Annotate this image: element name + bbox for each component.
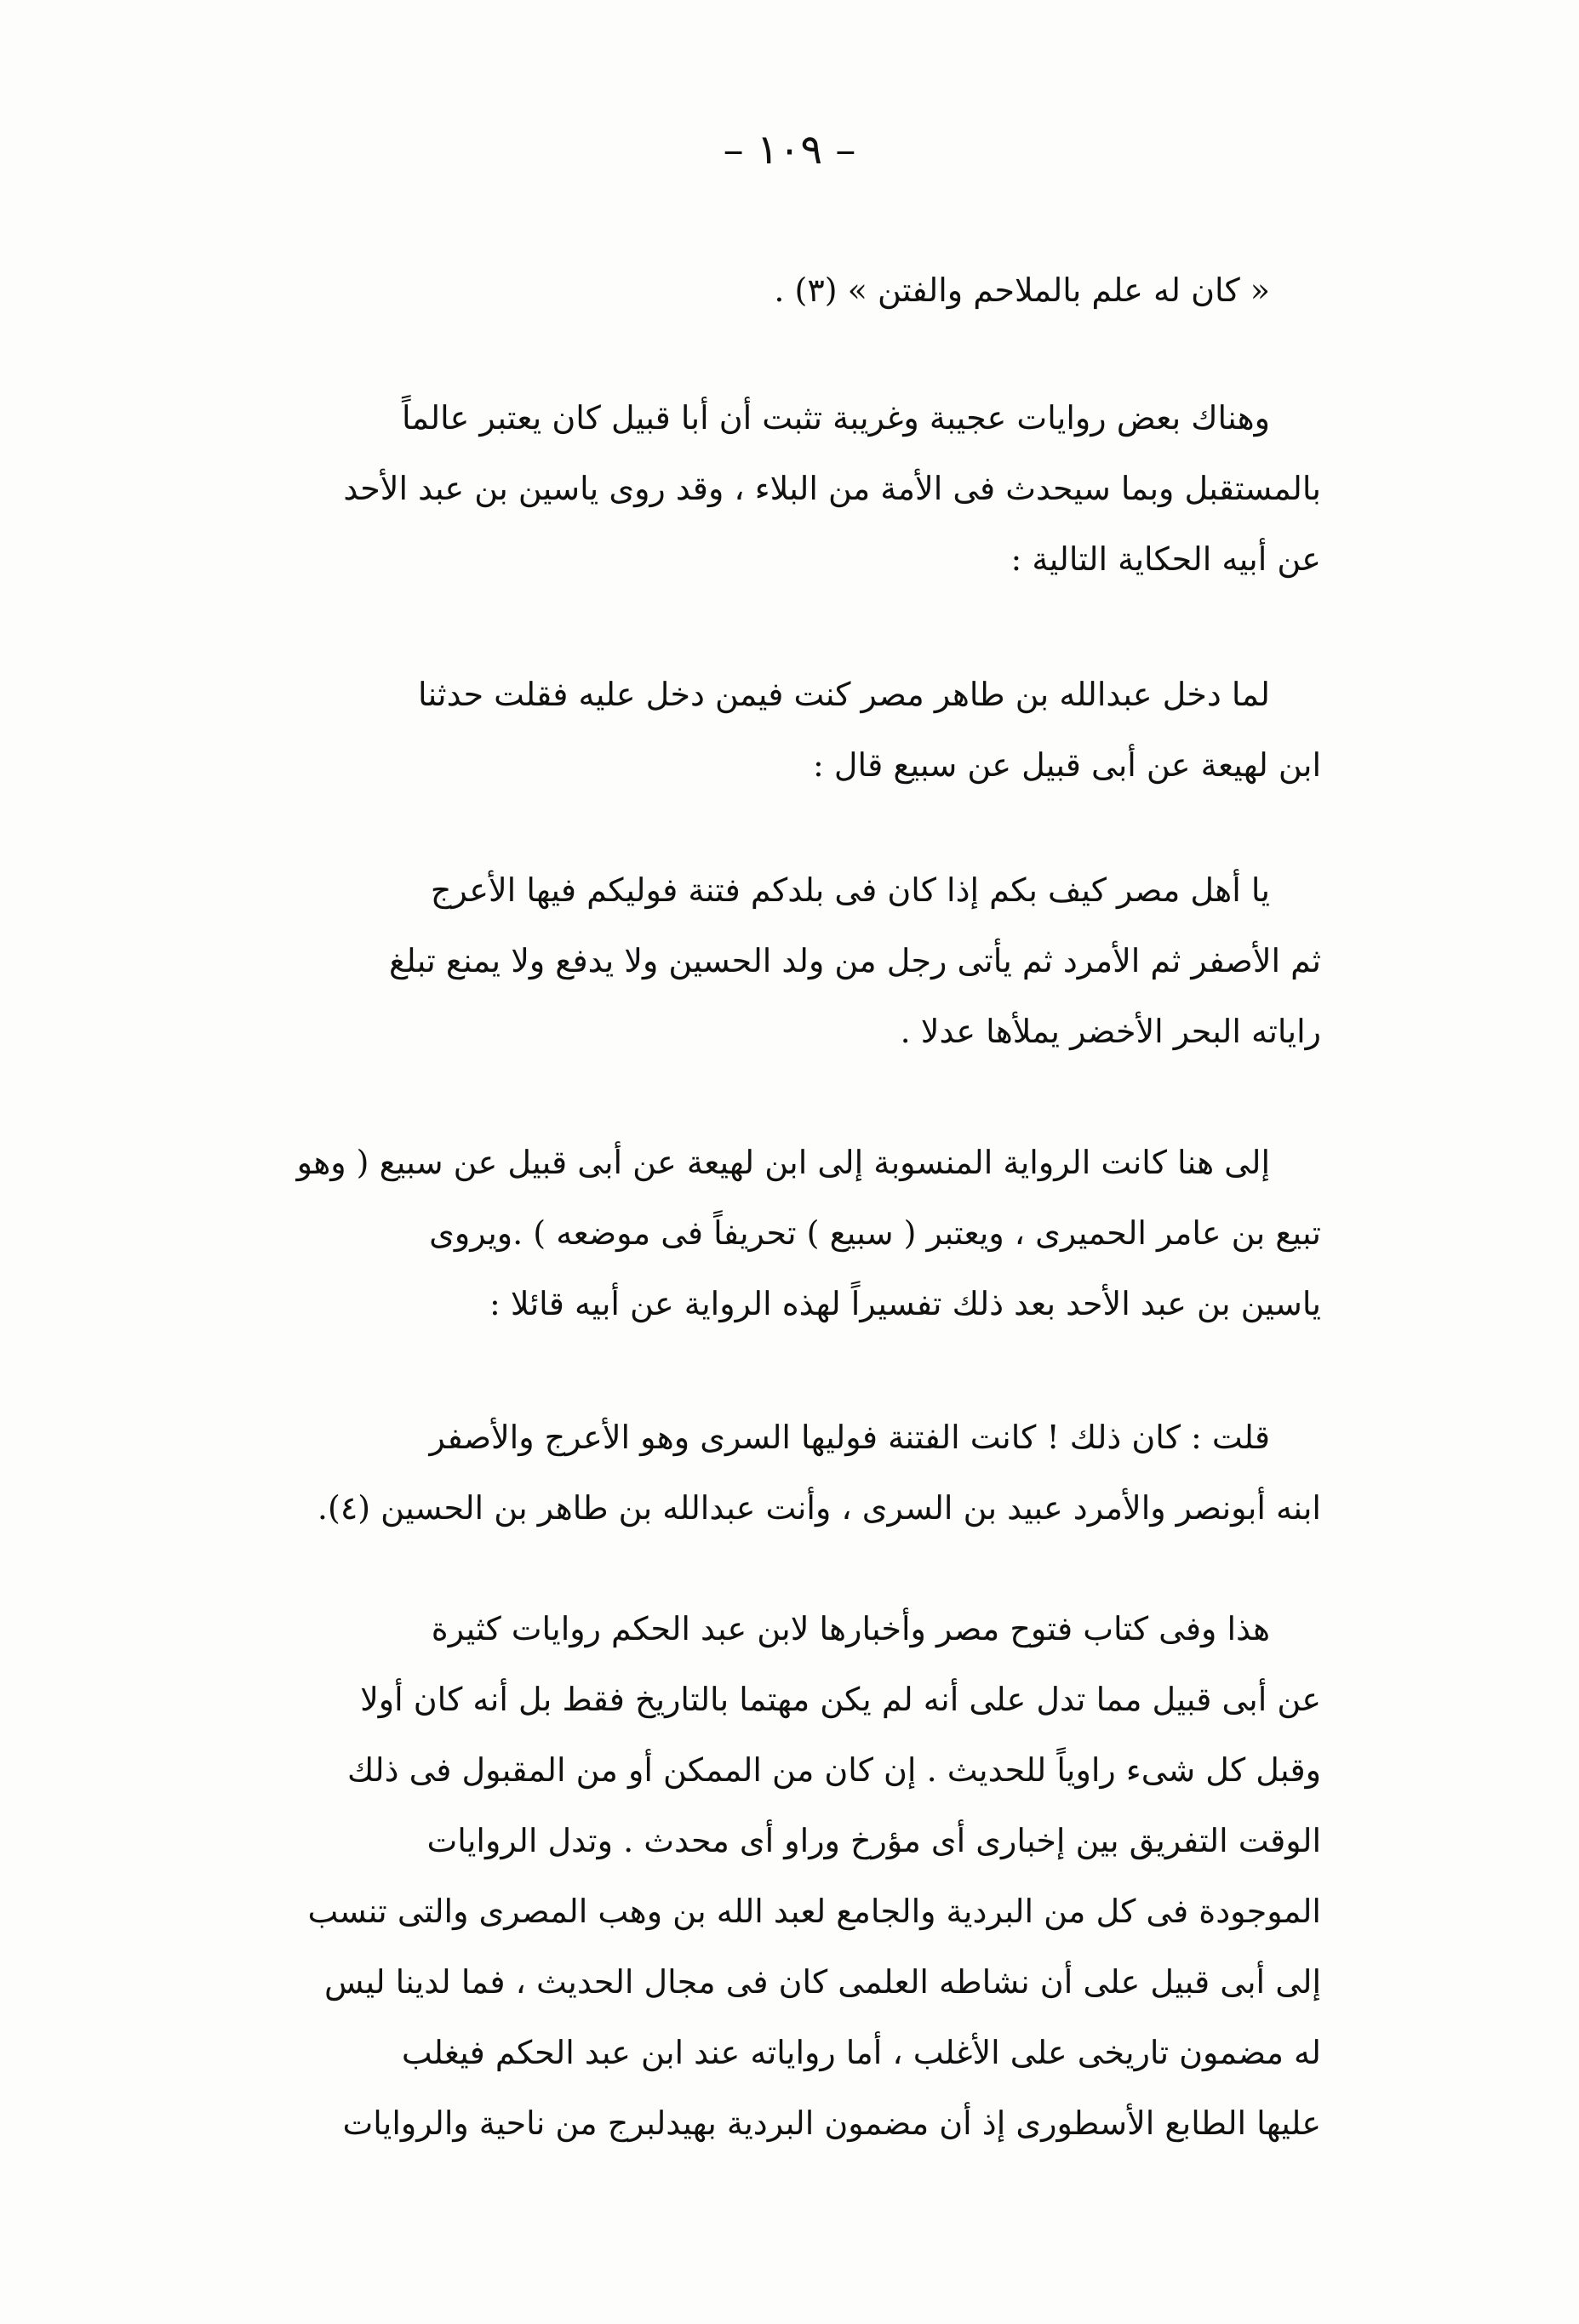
text-line: عليها الطابع الأسطورى إذ أن مضمون البردية بهيدلبرج من ناحية والروايات	[342, 2104, 1321, 2142]
text-line: الموجودة فى كل من البردية والجامع لعبد الله بن وهب المصرى والتى تنسب	[307, 1893, 1321, 1930]
paragraph-1	[223, 255, 1321, 326]
paragraph-4	[223, 855, 1321, 1067]
paragraph-6	[223, 1402, 1321, 1544]
text-line: تبيع بن عامر الحميرى ، ويعتبر ( سبيع ) تحريفاً فى موضعه ) .ويروى	[429, 1214, 1321, 1252]
text-line: يا أهل مصر كيف بكم إذا كان فى بلدكم فتنة فوليكم فيها الأعرج	[430, 871, 1270, 909]
text-line: قلت : كان ذلك ! كانت الفتنة فوليها السرى وهو الأعرج والأصفر	[429, 1419, 1270, 1456]
text-line: ثم الأصفر ثم الأمرد ثم يأتى رجل من ولد الحسين ولا يدفع ولا يمنع تبلغ	[388, 942, 1321, 979]
text-line: إلى هنا كانت الرواية المنسوبة إلى ابن لهيعة عن أبى قبيل عن سبيع ( وهو	[296, 1144, 1270, 1181]
text-line: بالمستقبل وبما سيحدث فى الأمة من البلاء ، وقد روى ياسين بن عبد الأحد	[343, 470, 1321, 507]
text-line: ياسين بن عبد الأحد بعد ذلك تفسيراً لهذه الرواية عن أبيه قائلا :	[489, 1285, 1321, 1322]
text-line: لما دخل عبدالله بن طاهر مصر كنت فيمن دخل عليه فقلت حدثنا	[418, 676, 1270, 713]
text-line: وهناك بعض روايات عجيبة وغريبة تثبت أن أبا قبيل كان يعتبر عالماً	[401, 399, 1270, 437]
text-line: له مضمون تاريخى على الأغلب ، أما رواياته عند ابن عبد الحكم فيغلب	[401, 2034, 1321, 2071]
paragraph-5	[223, 1128, 1321, 1339]
text-line: ابن لهيعة عن أبى قبيل عن سبيع قال :	[813, 746, 1321, 784]
page-number: – ١٠٩ –	[723, 126, 856, 174]
text-line: هذا وفى كتاب فتوح مصر وأخبارها لابن عبد الحكم روايات كثيرة	[431, 1610, 1270, 1647]
text-line: ابنه أبونصر والأمرد عبيد بن السرى ، وأنت عبدالله بن طاهر بن الحسين (٤).	[317, 1489, 1321, 1527]
text-line: وقبل كل شىء راوياً للحديث . إن كان من الممكن أو من المقبول فى ذلك	[346, 1751, 1321, 1789]
paragraph-7	[223, 1594, 1321, 2159]
text-line: عن أبيه الحكاية التالية :	[1010, 540, 1321, 578]
text-line: إلى أبى قبيل على أن نشاطه العلمى كان فى مجال الحديث ، فما لدينا ليس	[324, 1963, 1321, 2001]
paragraph-3	[223, 660, 1321, 801]
text-line: عن أبى قبيل مما تدل على أنه لم يكن مهتما بالتاريخ فقط بل أنه كان أولا	[360, 1681, 1321, 1718]
paragraph-2	[223, 383, 1321, 595]
text-line: الوقت التفريق بين إخبارى أى مؤرخ وراو أى محدث . وتدل الروايات	[426, 1822, 1321, 1859]
text-line: « كان له علم بالملاحم والفتن » (٣) .	[774, 271, 1270, 309]
text-line: راياته البحر الأخضر يملأها عدلا .	[900, 1013, 1321, 1050]
